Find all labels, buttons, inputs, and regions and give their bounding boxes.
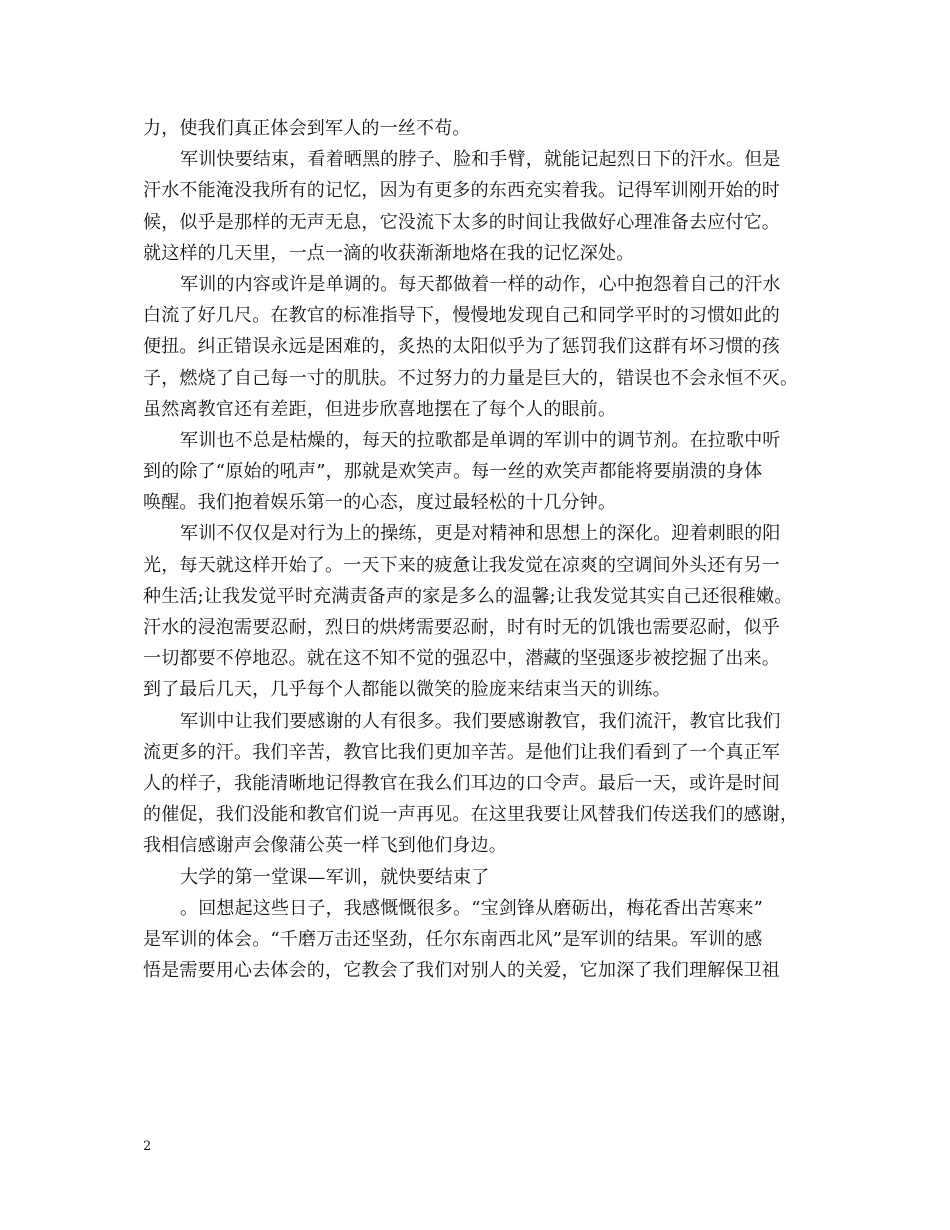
text-line: 人的样子，我能清晰地记得教官在我么们耳边的口令声。最后一天，或许是时间 bbox=[143, 772, 780, 794]
text-line: 军训快要结束，看着晒黑的脖子、脸和手臂，就能记起烈日下的汗水。但是 bbox=[180, 149, 781, 171]
text-line: 大学的第一堂课—军训，就快要结束了 bbox=[180, 866, 490, 888]
text-line: 唤醒。我们抱着娱乐第一的心态，度过最轻松的十几分钟。 bbox=[143, 492, 617, 514]
text-line: 的催促，我们没能和教官们说一声再见。在这里我要让风替我们传送我们的感谢， bbox=[143, 804, 799, 826]
text-line: 白流了好几尺。在教官的标准指导下，慢慢地发现自己和同学平时的习惯如此的 bbox=[143, 305, 780, 327]
text-line: 就这样的几天里，一点一滴的收获渐渐地烙在我的记忆深处。 bbox=[143, 242, 635, 264]
text-line: 汗水不能淹没我所有的记忆，因为有更多的东西充实着我。记得军训刚开始的时 bbox=[143, 180, 780, 202]
text-line: 我相信感谢声会像蒲公英一样飞到他们身边。 bbox=[143, 835, 507, 857]
text-line: 军训也不总是枯燥的，每天的拉歌都是单调的军训中的调节剂。在拉歌中听 bbox=[180, 429, 781, 451]
text-line: 军训不仅仅是对行为上的操练，更是对精神和思想上的深化。迎着刺眼的阳 bbox=[180, 523, 781, 545]
text-line: 悟是需要用心去体会的，它教会了我们对别人的关爱，它加深了我们理解保卫祖 bbox=[143, 960, 780, 982]
text-line: 子，燃烧了自己每一寸的肌肤。不过努力的力量是巨大的，错误也不会永恒不灭。 bbox=[143, 367, 799, 389]
text-line: 种生活;让我发觉平时充满责备声的家是多么的温馨;让我发觉其实自己还很稚嫩。 bbox=[143, 585, 793, 607]
text-line: 汗水的浸泡需要忍耐，烈日的烘烤需要忍耐，时有时无的饥饿也需要忍耐，似乎 bbox=[143, 617, 780, 638]
page-number: 2 bbox=[143, 1139, 152, 1154]
text-line: 是军训的体会。“千磨万击还坚劲，任尔东南西北风”是军训的结果。军训的感 bbox=[143, 928, 763, 950]
text-line: 虽然离教官还有差距，但进步欣喜地摆在了每个人的眼前。 bbox=[143, 398, 617, 420]
text-line: 。回想起这些日子，我感慨慨很多。“宝剑锋从磨砺出，梅花香出苦寒来” bbox=[180, 897, 764, 919]
text-line: 光，每天就这样开始了。一天下来的疲惫让我发觉在凉爽的空调间外头还有另一 bbox=[143, 554, 780, 576]
text-line: 到了最后几天，几乎每个人都能以微笑的脸庞来结束当天的训练。 bbox=[143, 679, 671, 701]
text-line: 候，似乎是那样的无声无息，它没流下太多的时间让我做好心理准备去应付它。 bbox=[143, 211, 780, 233]
text-line: 军训中让我们要感谢的人有很多。我们要感谢教官，我们流汗，教官比我们 bbox=[180, 710, 781, 732]
text-line: 军训的内容或许是单调的。每天都做着一样的动作，心中抱怨着自己的汗水 bbox=[180, 273, 781, 295]
text-line: 到的除了“原始的吼声”，那就是欢笑声。每一丝的欢笑声都能将要崩溃的身体 bbox=[143, 461, 763, 483]
text-line: 便扭。纠正错误永远是困难的，炙热的太阳似乎为了惩罚我们这群有坏习惯的孩 bbox=[143, 336, 780, 358]
document-body bbox=[143, 113, 823, 986]
text-line: 流更多的汗。我们辛苦，教官比我们更加辛苦。是他们让我们看到了一个真正军 bbox=[143, 741, 780, 763]
text-line: 力，使我们真正体会到军人的一丝不苟。 bbox=[143, 118, 471, 139]
text-line: 一切都要不停地忍。就在这不知不觉的强忍中，潜藏的坚强逐步被挖掘了出来。 bbox=[143, 648, 780, 670]
